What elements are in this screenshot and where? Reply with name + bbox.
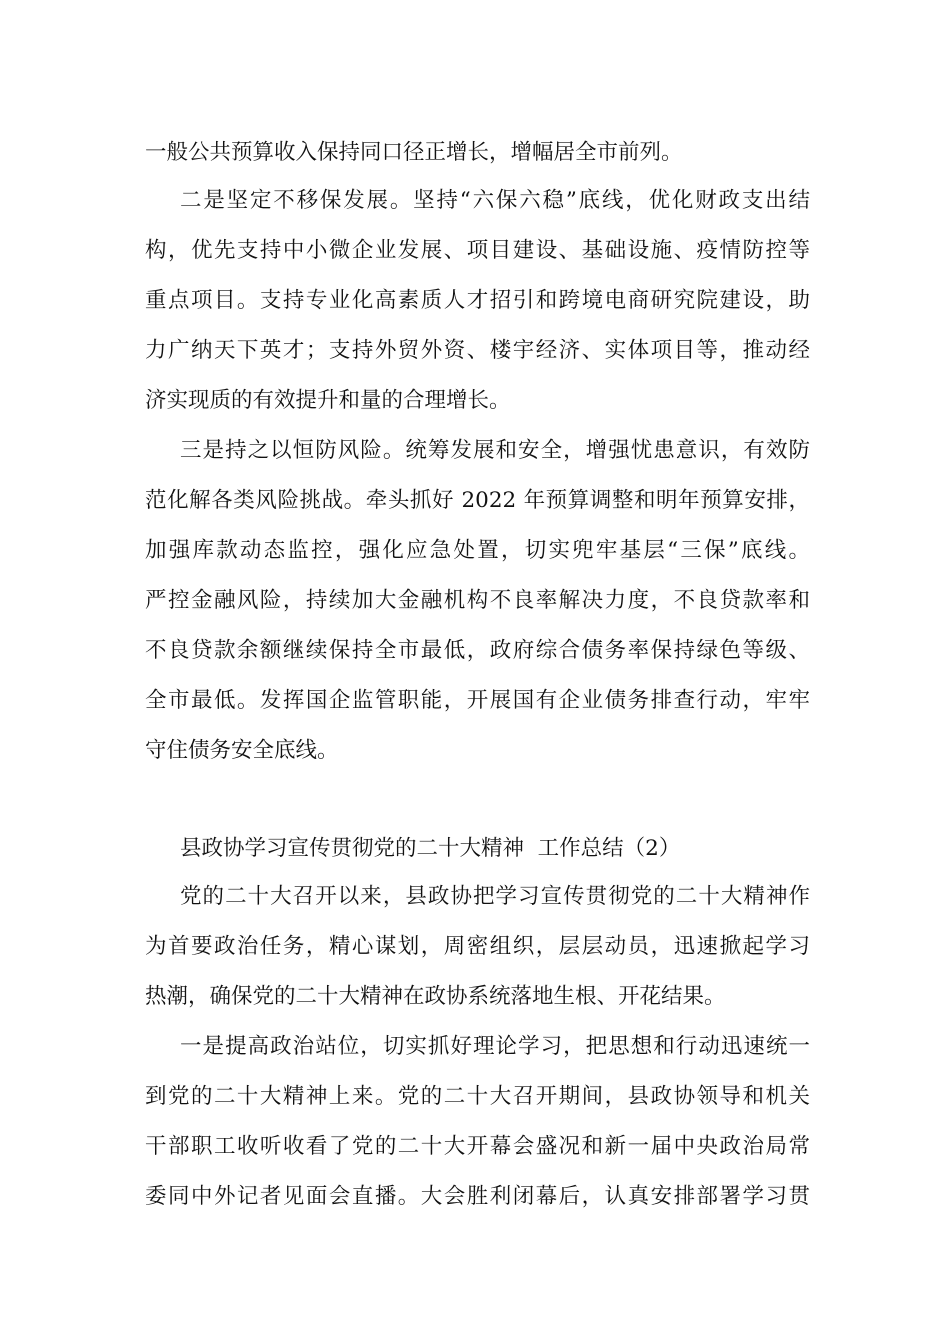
section-heading: 县政协学习宣传贯彻党的二十大精神 工作总结（2） <box>180 836 681 861</box>
text-line: 重点项目。支持专业化高素质人才招引和跨境电商研究院建设，助 <box>145 288 810 313</box>
text-line: 严控金融风险，持续加大金融机构不良率解决力度，不良贷款率和 <box>145 588 810 613</box>
text-line: 热潮，确保党的二十大精神在政协系统落地生根、开花结果。 <box>145 984 726 1009</box>
text-line: 一般公共预算收入保持同口径正增长，增幅居全市前列。 <box>145 140 683 165</box>
text-line: 济实现质的有效提升和量的合理增长。 <box>145 388 511 413</box>
text-line: 为首要政治任务，精心谋划，周密组织，层层动员，迅速掀起学习 <box>145 934 810 959</box>
text-line: 加强库款动态监控，强化应急处置，切实兜牢基层“三保”底线。 <box>145 538 810 563</box>
text-line: 干部职工收听收看了党的二十大开幕会盛况和新一届中央政治局常 <box>145 1134 810 1159</box>
text-line: 全市最低。发挥国企监管职能，开展国有企业债务排查行动，牢牢 <box>145 688 810 713</box>
text-line: 守住债务安全底线。 <box>145 738 339 763</box>
text-line: 不良贷款余额继续保持全市最低，政府综合债务率保持绿色等级、 <box>145 638 810 663</box>
text-line: 二是坚定不移保发展。坚持“六保六稳”底线，优化财政支出结 <box>180 188 810 213</box>
text-line: 一是提高政治站位，切实抓好理论学习，把思想和行动迅速统一 <box>180 1034 810 1059</box>
text-line: 构，优先支持中小微企业发展、项目建设、基础设施、疫情防控等 <box>145 238 810 263</box>
text-line: 到党的二十大精神上来。党的二十大召开期间，县政协领导和机关 <box>145 1084 810 1109</box>
text-line: 力广纳天下英才；支持外贸外资、楼宇经济、实体项目等，推动经 <box>145 338 810 363</box>
text-line: 委同中外记者见面会直播。大会胜利闭幕后，认真安排部署学习贯 <box>145 1184 810 1209</box>
text-line: 三是持之以恒防风险。统筹发展和安全，增强忧患意识，有效防 <box>180 438 810 463</box>
text-line: 党的二十大召开以来，县政协把学习宣传贯彻党的二十大精神作 <box>180 884 810 909</box>
text-line: 范化解各类风险挑战。牵头抓好 2022 年预算调整和明年预算安排， <box>145 488 810 513</box>
